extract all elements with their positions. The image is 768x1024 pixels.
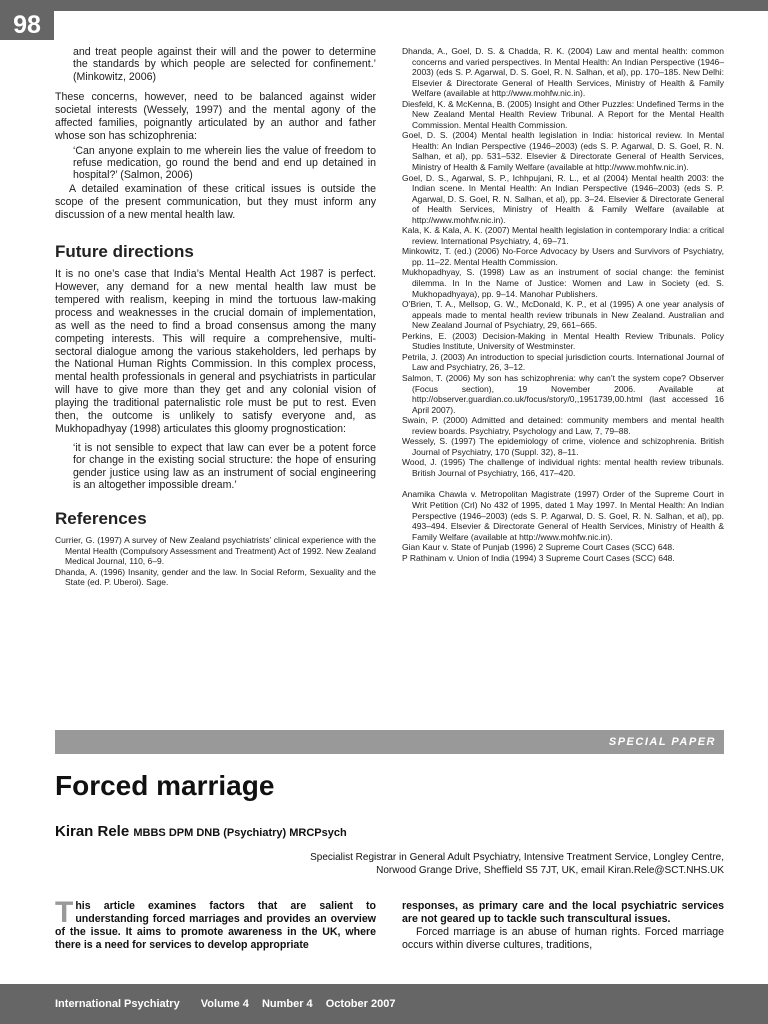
paragraph: These concerns, however, need to be balanced against wider societal interests (Wessely, 1997) and the mental agony of the affected families, poignantly articulated by an author and father whose son has schizophrenia:	[55, 90, 376, 142]
case-item: P Rathinam v. Union of India (1994) 3 Supreme Court Cases (SCC) 648.	[402, 552, 675, 563]
reference-list	[402, 46, 724, 478]
section-heading: Future directions	[55, 242, 194, 262]
author-line	[55, 823, 347, 840]
page-footer	[0, 984, 768, 1024]
section-heading: References	[55, 509, 147, 529]
block-quote: ‘Can anyone explain to me wherein lies the value of freedom to refuse medication, go round the bend and end up detained in hospital?’ (Salmon, 2006)	[73, 144, 376, 182]
reference-item: Wessely, S. (1997) The epidemiology of crime, violence and schizophrenia. British Journal of Psychiatry, 170 (Suppl. 32), 8–11.	[402, 436, 724, 457]
reference-list	[55, 535, 376, 588]
drop-cap: T	[55, 896, 74, 929]
page-number: 98	[0, 10, 54, 40]
reference-item: Perkins, E. (2003) Decision-Making in Mental Health Review Tribunals. Policy Studies Institute, University of Westminster.	[402, 330, 724, 352]
article-title: Forced marriage	[55, 770, 275, 801]
footer-journal: International Psychiatry	[55, 998, 180, 1010]
affiliation-line: Norwood Grange Drive, Sheffield S5 7JT, UK, email Kiran.Rele@SCT.NHS.UK	[376, 865, 724, 876]
reference-item: Wood, J. (1995) The challenge of individual rights: mental health review tribunals. British Journal of Psychiatry, 166, 417–420.	[402, 457, 724, 478]
abstract-text: his article examines factors that are salient to understanding forced marriages and provides an overview of the issue. It aims to promote awareness in the UK, where there is a need for services to develop appropriate	[55, 900, 376, 951]
abstract-text: responses, as primary care and the local psychiatric services are not geared up to tackle such transcultural issues.	[402, 900, 724, 925]
left-column	[55, 46, 376, 588]
reference-item: Dhanda, A. (1996) Insanity, gender and the law. In Social Reform, Sexuality and the State (ed. P. Uberoi). Sage.	[55, 566, 376, 588]
reference-item: Dhanda, A., Goel, D. S. & Chadda, R. K. (2004) Law and mental health: common concerns and varied perspectives. In Mental Health: An Indian Perspective (1946–2003) (eds S. P. Agarwal, D. S. Goel, R. N. Salhan, et al), pp. 170–185. New Delhi: Elsevier & Directorate General of Health Services, Ministry of Health & Family Welfare (available at http://www.mohfw.nic.in).	[402, 46, 724, 99]
case-item: Anamika Chawla v. Metropolitan Magistrate (1997) Order of the Supreme Court in Writ Petition (Crl) No 432 of 1995, dated 1 May 1997. In Mental Health: An Indian Perspective (1946–2003) (eds S. P. Agarwal, D. S. Goel, R. N. Salhan, et al), pp. 493–494. Elsevier & Directorate General of Health Services, Ministry of Health & Family Welfare (available at http://www.mohfw.nic.in).	[402, 489, 724, 542]
reference-item: Salmon, T. (2006) My son has schizophrenia: why can’t the system cope? Observer (Focus section), 19 November 2006. Available at http://observer.guardian.co.uk/focus/story/0,,1951739,00.html (last accessed 16 April 2007).	[402, 372, 724, 415]
top-bar	[0, 0, 768, 11]
reference-item: Currier, G. (1997) A survey of New Zealand psychiatrists’ clinical experience with the Mental Health (Compulsory Assessment and Treatment) Act of 1992. New Zealand Medical Journal, 110, 6–9.	[55, 535, 376, 567]
reference-item: Goel, D. S., Agarwal, S. P., Ichhpujani, R. L., et al (2004) Mental health 2003: the Indian scene. In Mental Health: An Indian Perspective (1946–2003) (eds S. P. Agarwal, D. S. Goel, R. N. Salhan, et al), pp. 3–24. Elsevier & Directorate General of Health Services, Ministry of Health & Family Welfare (available at http://www.mohfw.nic.in).	[402, 172, 724, 225]
footer-number: Number 4	[261, 998, 313, 1010]
abstract-left	[55, 896, 376, 952]
reference-item: Mukhopadhyay, S. (1998) Law as an instrument of social change: the feminist dilemma. In In the Name of Justice: Women and Law in Society (ed. S. Mukhopadhyaya), pp. 9–14. Manohar Publishers.	[402, 267, 724, 299]
reference-item: Petrila, J. (2003) An introduction to special jurisdiction courts. International Journal of Law and Psychiatry, 26, 3–12.	[402, 351, 724, 373]
right-column	[402, 46, 724, 563]
section-band: SPECIAL PAPER	[55, 730, 724, 754]
block-quote: and treat people against their will and the power to determine the standards by which people are selected for confinement.’ (Minkowitz, 2006)	[73, 46, 376, 83]
footer-date: October 2007	[325, 998, 396, 1010]
reference-item: O’Brien, T. A., Mellsop, G. W., McDonald, K. P., et al (1995) A one year analysis of appeals made to mental health review tribunals in New Zealand. Australian and New Zealand Journal of Psychiatry, 29, 661–665.	[402, 299, 724, 331]
reference-item: Swain, P. (2000) Admitted and detained: community members and mental health review boards. Psychiatry, Psychology and Law, 7, 79–88.	[402, 415, 724, 436]
block-quote: ‘it is not sensible to expect that law can ever be a potent force for change in the existing social structure: the hope of ensuring gender justice using law as an instrument of social engineering is an altogether impossible dream.’	[73, 441, 376, 491]
reference-item: Minkowitz, T. (ed.) (2006) No-Force Advocacy by Users and Survivors of Psychiatry, pp. 11–22. Mental Health Commission.	[402, 246, 724, 267]
affiliation-line: Specialist Registrar in General Adult Psychiatry, Intensive Treatment Service, Longley Centre,	[310, 852, 724, 863]
author-affiliation	[204, 851, 724, 877]
case-item: Gian Kaur v. State of Punjab (1996) 2 Supreme Court Cases (SCC) 648.	[402, 542, 675, 553]
footer-volume: Volume 4	[200, 998, 249, 1010]
paragraph: A detailed examination of these critical issues is outside the scope of the present communication, but they must inform any discussion of a new mental health law.	[55, 183, 376, 222]
paragraph: Forced marriage is an abuse of human rights. Forced marriage occurs within diverse cultures, traditions,	[402, 926, 724, 951]
author-name: Kiran Rele	[55, 823, 130, 840]
reference-item: Diesfeld, K. & McKenna, B. (2005) Insight and Other Puzzles: Undefined Terms in the New Zealand Mental Health Review Tribunal. A Report for the Mental Health Commission. Mental Health Commission.	[402, 98, 724, 130]
author-credentials: MBBS DPM DNB (Psychiatry) MRCPsych	[133, 827, 347, 839]
reference-item: Kala, K. & Kala, A. K. (2007) Mental health legislation in contemporary India: a critical review. International Psychiatry, 4, 69–71.	[402, 225, 724, 246]
paragraph: It is no one’s case that India’s Mental Health Act 1987 is perfect. However, any demand for a new mental health law must be tempered with realism, keeping in mind the tortuous law-making process and weaknesses in the crucial domain of implementation, as well as the need to find a broad consensus among the many competing interests. This will require a comprehensive, multi-sectoral dialogue among the various stakeholders, led perhaps by the National Human Rights Commission. In this complex process, mental health professionals in general and psychiatrists in particular will have to give more than they get and any colonial vision of playing the traditional paternalistic role must be put to rest. Even then, the outcome is unlikely to satisfy everyone and, as Mukhopadhyay (1998) articulates this gloomy prognostication:	[55, 268, 376, 435]
abstract-right	[402, 900, 724, 952]
reference-item: Goel, D. S. (2004) Mental health legislation in India: historical review. In Mental Health: An Indian Perspective (1946–2003) (eds S. P. Agarwal, D. S. Goel, R. N. Salhan, et al), pp. 531–532. Elsevier & Directorate General of Health Services, Ministry of Health & Family Welfare (available at http://www.mohfw.nic.in).	[402, 130, 724, 173]
case-list	[402, 489, 724, 563]
